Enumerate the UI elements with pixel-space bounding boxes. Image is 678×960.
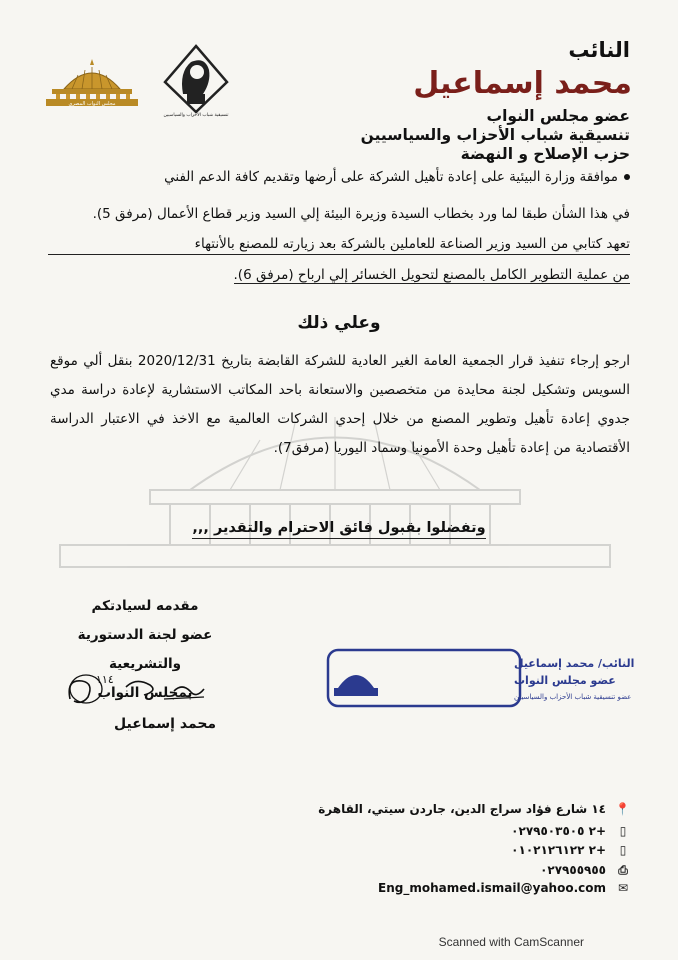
bullet-text: موافقة وزارة البيئية على إعادة تأهيل الشركة على أرضها وتقديم كافة الدعم الفني [164,169,618,185]
title-label: النائب [568,38,630,62]
fax-icon: ⎙ [618,863,628,877]
svg-text:١١٤: ١١٤ [96,673,114,686]
signature-line: بمجلس النواب [97,685,193,701]
contact-phone-2: ▯+٢ ٠١٠٢١٢٦١٢٢ [511,843,630,857]
location-pin-icon: 📍 [615,802,630,816]
commitment-paragraph [48,235,630,285]
contact-fax: ⎙٠٢٧٩٥٥٩٥٥ [540,863,630,878]
commitment-line-1: تعهد كتابي من السيد وزير الصناعة للعاملين بالشركة بعد زيارته للمصنع بالأنتهاء [48,235,630,255]
bullet-icon [624,174,630,180]
mp-name: محمد إسماعيل [413,66,632,101]
contact-email: ✉Eng_mohamed.ismail@yahoo.com [378,881,629,895]
svg-text:عضو مجلس النواب: عضو مجلس النواب [514,674,616,687]
reference-paragraph: في هذا الشأن طبقا لما ورد بخطاب السيدة وزيرة البيئة إلي السيد وزير قطاع الأعمال (مرفق 5). [92,206,630,222]
closing-text: وتفضلوا بقبول فائق الاحترام والتقدير ,,, [192,520,485,539]
bullet-paragraph [50,168,630,187]
mobile-phone-icon: ▯ [619,824,627,838]
parliament-dome-logo [42,55,142,107]
svg-text:مجلس النواب المصري: مجلس النواب المصري [68,101,116,107]
section-heading: وعلي ذلك [297,313,381,333]
signature-line: عضو لجنة الدستورية والتشريعية [77,627,213,672]
signature-name: محمد إسماعيل [114,716,217,732]
party-fist-logo [153,42,239,118]
role-line: تنسيقية شباب الأحزاب والسياسيين [360,126,630,144]
closing-line [0,520,678,536]
role-line: حزب الإصلاح و النهضة [460,145,630,163]
handwritten-signature [64,669,214,709]
role-lines [361,107,630,164]
signature-line: مقدمه لسيادتكم [91,598,199,614]
request-paragraph: ارجو إرجاء تنفيذ قرار الجمعية العامة الغير العادية للشركة القابضة بتاريخ 2020/12/31 بنقل ألي موقع السويس وتشكيل لجنة محايدة من متخصصين والاستعانة باحد المكاتب الاستشارية لإعادة دراسة مدي جدوي إعادة تأهيل وتطوير المصنع من خلال إحدي الشركات العالمية مع الاخذ في الاعتبار الدراسة الأقتصادية من إعادة تأهيل وحدة الأمونيا وسماد اليوريا (مرفق7). [50,353,631,456]
commitment-line-2-wrap [48,266,630,285]
role-line: عضو مجلس النواب [486,107,630,125]
scanner-watermark: Scanned with CamScanner [438,935,584,949]
commitment-line-2: من عملية التطوير الكامل بالمصنع لتحويل الخسائر إلي ارباح (مرفق 6). [233,267,630,283]
official-stamp [326,648,635,708]
contact-phone-1: ▯+٢ ٠٢٧٩٥٠٣٥٠٥ [511,824,630,838]
svg-text:عضو تنسيقية شباب الأحزاب والسي: عضو تنسيقية شباب الأحزاب والسياسيين [514,693,632,701]
svg-text:تنسيقية شباب الأحزاب والسياسيي: تنسيقية شباب الأحزاب والسياسيين [163,113,229,118]
email-icon: ✉ [617,881,629,895]
mobile-phone-icon: ▯ [619,843,627,857]
contact-address: 📍١٤ شارع فؤاد سراج الدين، جاردن سيتي، القاهرة [318,802,630,816]
svg-text:النائب/ محمد إسماعيل: النائب/ محمد إسماعيل [514,657,635,670]
